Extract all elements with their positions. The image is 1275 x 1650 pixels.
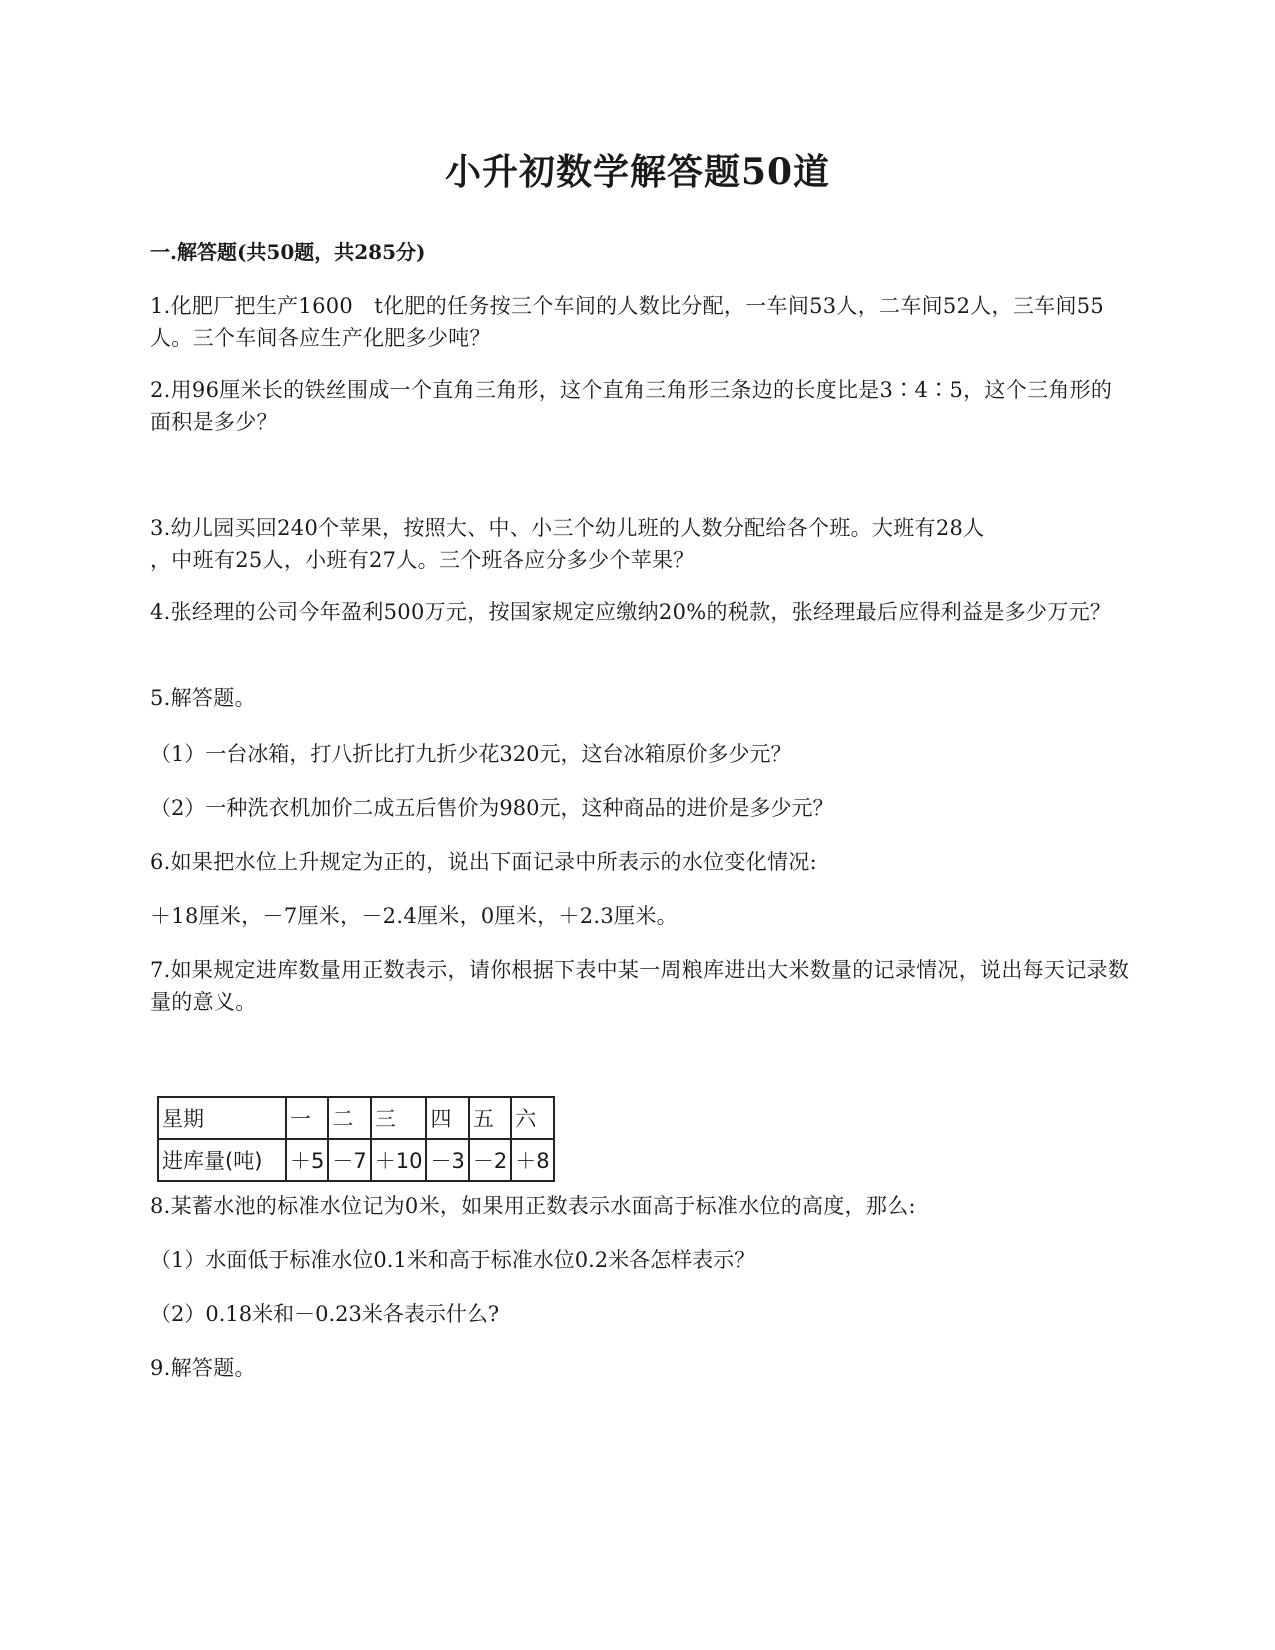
table-header-label: 星期 (158, 1097, 286, 1139)
grain-record-table (157, 1096, 555, 1182)
question-6-values: ＋18厘米，－7厘米，－2.4厘米，0厘米，＋2.3厘米。 (150, 904, 678, 928)
table-value-cell: ＋10 (371, 1139, 427, 1181)
table-day-cell: 二 (328, 1097, 370, 1139)
question-1: 1.化肥厂把生产1600 t化肥的任务按三个车间的人数比分配，一车间53人，二车间52人，三车间55人。三个车间各应生产化肥多少吨？ (150, 294, 1105, 350)
question-7: 7.如果规定进库数量用正数表示，请你根据下表中某一周粮库进出大米数量的记录情况，说出每天记录数量的意义。 (150, 958, 1130, 1014)
question-8-part-1: （1）水面低于标准水位0.1米和高于标准水位0.2米各怎样表示？ (150, 1248, 756, 1272)
section-heading: 一.解答题(共50题，共285分) (150, 240, 426, 264)
table-value-cell: ＋5 (286, 1139, 328, 1181)
table-day-cell: 三 (371, 1097, 427, 1139)
question-9: 9.解答题。 (150, 1356, 256, 1380)
question-8-part-2: （2）0.18米和－0.23米各表示什么? (150, 1302, 500, 1326)
question-2: 2.用96厘米长的铁丝围成一个直角三角形，这个直角三角形三条边的长度比是3∶4∶5，这个三角形的面积是多少？ (150, 378, 1113, 434)
table-day-cell: 六 (511, 1097, 553, 1139)
question-3-line-2: ，中班有25人，小班有27人。三个班各应分多少个苹果？ (150, 548, 695, 572)
question-4: 4.张经理的公司今年盈利500万元，按国家规定应缴纳20%的税款，张经理最后应得利益是多少万元？ (150, 600, 1112, 624)
table-header-row (158, 1097, 554, 1139)
table-value-cell: －7 (328, 1139, 370, 1181)
table-day-cell: 四 (426, 1097, 468, 1139)
question-8: 8.某蓄水池的标准水位记为0米，如果用正数表示水面高于标准水位的高度，那么: (150, 1194, 916, 1218)
question-5-part-2: （2）一种洗衣机加价二成五后售价为980元，这种商品的进价是多少元？ (150, 796, 834, 820)
table-value-cell: ＋8 (511, 1139, 553, 1181)
table-day-cell: 五 (469, 1097, 511, 1139)
table-value-row (158, 1139, 554, 1181)
table-value-cell: －3 (426, 1139, 468, 1181)
table-row-label: 进库量(吨) (158, 1139, 286, 1181)
question-3-line-1: 3.幼儿园买回240个苹果，按照大、中、小三个幼儿班的人数分配给各个班。大班有28人 (150, 516, 985, 540)
table-day-cell: 一 (286, 1097, 328, 1139)
question-5: 5.解答题。 (150, 686, 256, 710)
question-5-part-1: （1）一台冰箱，打八折比打九折少花320元，这台冰箱原价多少元？ (150, 742, 792, 766)
question-6: 6.如果把水位上升规定为正的，说出下面记录中所表示的水位变化情况: (150, 850, 818, 874)
table-value-cell: －2 (469, 1139, 511, 1181)
page-title: 小升初数学解答题50道 (444, 151, 831, 193)
